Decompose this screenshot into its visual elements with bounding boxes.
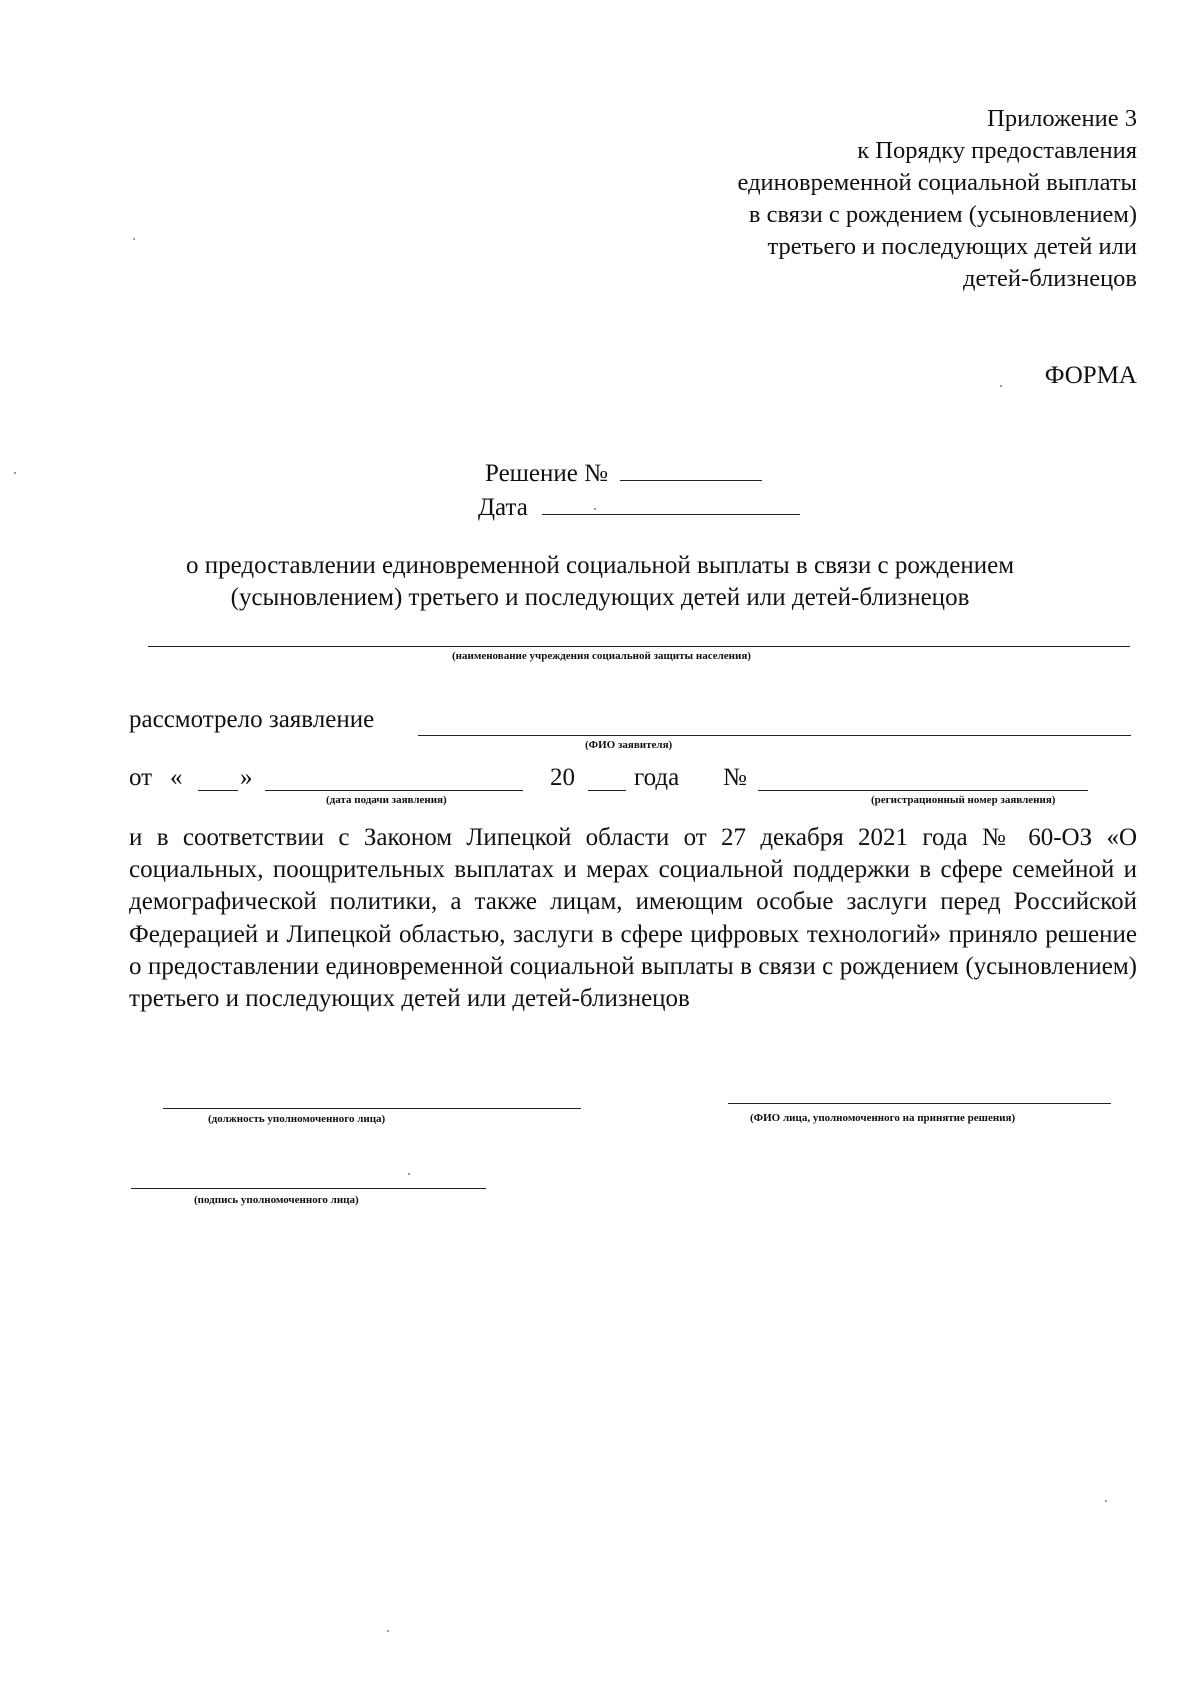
signature-caption: (подпись уполномоченного лица) [194, 1194, 359, 1206]
subject-line-1: о предоставлении единовременной социальной выплаты в связи с рождением [185, 552, 1015, 579]
decision-subject [100, 550, 1100, 614]
authorized-name-field[interactable] [728, 1103, 1111, 1104]
applicant-name-caption: (ФИО заявителя) [585, 739, 673, 751]
subject-line-2: (усыновлением) третьего и последующих детей или детей-близнецов [230, 584, 970, 611]
month-field[interactable] [265, 790, 523, 791]
scan-speck [408, 1173, 410, 1175]
appendix-line: в связи с рождением (усыновлением) [748, 201, 1137, 228]
form-label: ФОРМА [1044, 362, 1137, 389]
signature-field[interactable] [131, 1188, 486, 1189]
appendix-line: третьего и последующих детей или [767, 233, 1137, 260]
institution-caption: (наименование учреждения социальной защиты населения) [452, 650, 751, 662]
registration-caption: (регистрационный номер заявления) [871, 794, 1056, 806]
appendix-line: к Порядку предоставления [857, 137, 1137, 164]
century-label: 20 [550, 764, 575, 791]
decision-number-row [485, 458, 762, 488]
day-field[interactable] [198, 790, 238, 791]
appendix-line: единовременной социальной выплаты [737, 169, 1137, 196]
from-label: от [129, 764, 153, 791]
appendix-title: Приложение 3 [987, 105, 1137, 132]
appendix-header [738, 103, 1137, 295]
open-quote: « [170, 764, 183, 791]
scan-speck [387, 1630, 389, 1632]
scan-speck [14, 472, 16, 474]
close-quote: » [240, 764, 253, 791]
decision-body-text: и в соответствии с Законом Липецкой области от 27 декабря 2021 года № 60-ОЗ «О социальных, поощрительных выплатах и мерах социальной поддержки в сфере семейной и демографической политики, а также лицам, имеющим особые заслуги перед Российской Федерацией и Липецкой областью, заслуги в сфере цифровых технологий» приняло решение о предоставлении единовременной социальной выплаты в связи с рождением (усыновлением) третьего и последующих детей или детей-близнецов [129, 824, 1137, 1013]
scan-speck [1000, 385, 1002, 387]
scan-speck [133, 238, 135, 240]
position-field[interactable] [163, 1108, 581, 1109]
number-sign: № [723, 764, 747, 791]
applicant-name-field[interactable] [418, 735, 1131, 736]
scan-speck [594, 508, 596, 510]
decision-date-field[interactable] [542, 492, 800, 515]
decision-date-row [478, 492, 800, 522]
institution-field[interactable] [148, 646, 1130, 647]
decision-number-field[interactable] [620, 458, 762, 481]
appendix-line: детей-близнецов [963, 265, 1137, 292]
position-caption: (должность уполномоченного лица) [208, 1113, 386, 1125]
authorized-name-caption: (ФИО лица, уполномоченного на принятие решения) [750, 1112, 1016, 1124]
date-caption: (дата подачи заявления) [326, 794, 447, 806]
scan-speck [1105, 1500, 1107, 1502]
registration-number-field[interactable] [758, 790, 1088, 791]
year-field[interactable] [588, 790, 626, 791]
decision-date-label: Дата [478, 494, 528, 521]
reviewed-label: рассмотрело заявление [129, 706, 375, 733]
decision-number-label: Решение № [485, 460, 608, 487]
year-label: года [634, 764, 680, 791]
